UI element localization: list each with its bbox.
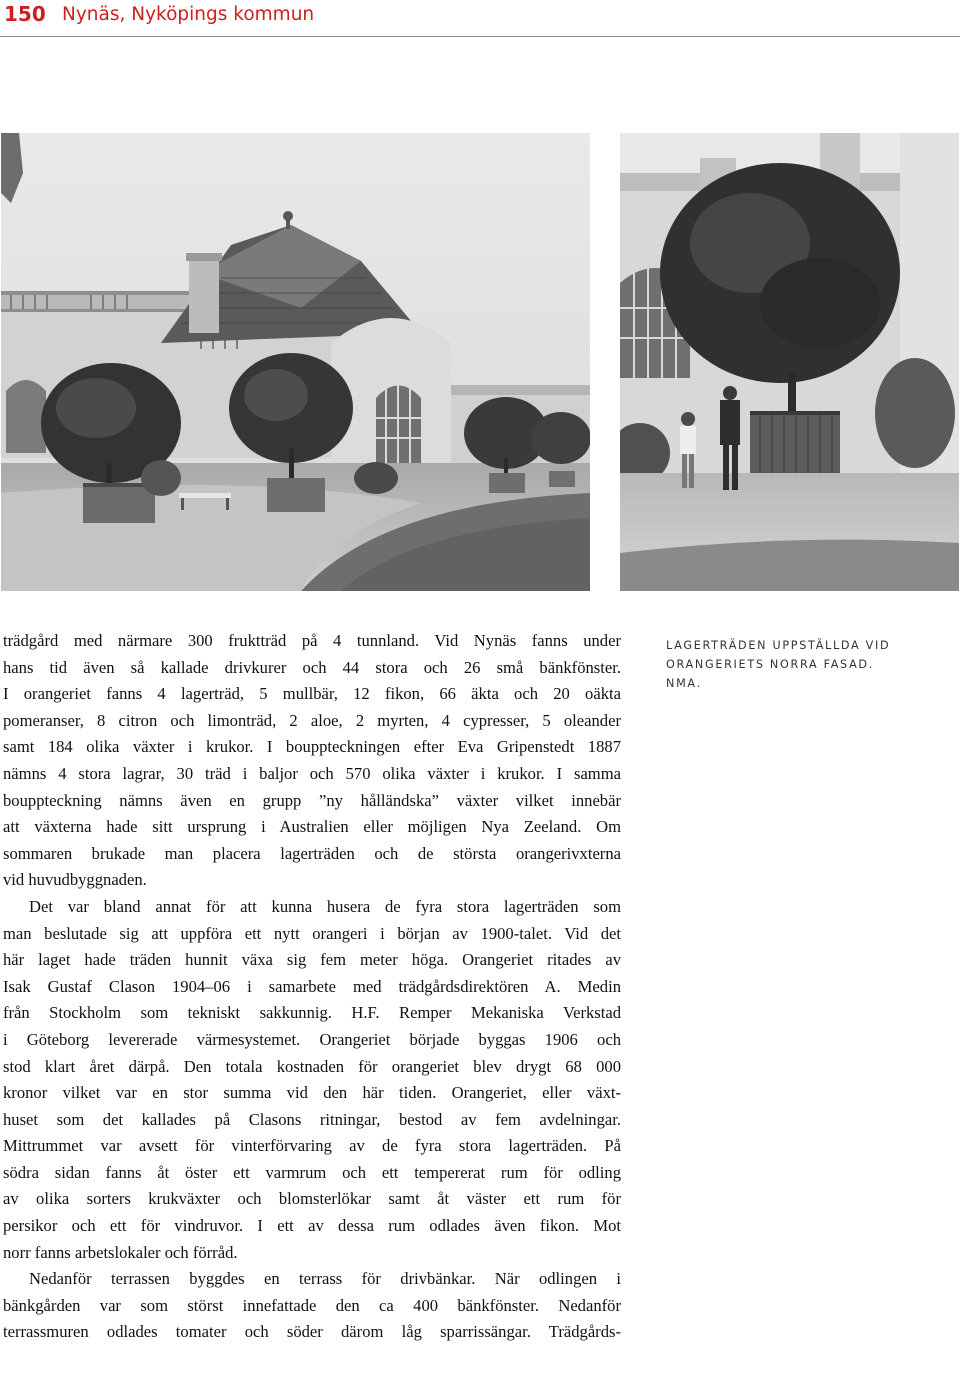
text-line: persikor och ett för vindruvor. I ett av dessa rum odlades även fikon. Mot <box>3 1216 621 1236</box>
text-line: I orangeriet fanns 4 lagerträd, 5 mullbär, 12 fikon, 66 äkta och 20 oäkta <box>3 684 621 704</box>
text-line: terrassmuren odlades tomater och söder därom låg sparrissängar. Trädgårds- <box>3 1322 621 1342</box>
text-line: Isak Gustaf Clason 1904–06 i samarbete med trädgårdsdirektören A. Medin <box>3 976 621 996</box>
text-line: av olika sorters krukväxter och blomsterlökar samt åt väster ett rum för <box>3 1189 621 1209</box>
text-line: pomeranser, 8 citron och limonträd, 2 aloe, 2 myrten, 4 cypresser, 5 oleander <box>3 710 621 730</box>
text-line: i Göteborg levererade värmesystemet. Orangeriet började byggas 1906 och <box>3 1029 621 1049</box>
orangery-photo <box>1 133 590 591</box>
page-header <box>0 0 960 34</box>
text-line: från Stockholm som tekniskt sakkunnig. H.F. Remper Mekaniska Verkstad <box>3 1003 621 1023</box>
orangery-photo-illustration <box>1 133 590 591</box>
page-number: 150 <box>4 2 46 26</box>
text-line: Mittrummet var avsett för vinterförvaring av de fyra stora lagerträden. På <box>3 1136 621 1156</box>
text-line: bouppteckning nämns även en grupp ”ny hålländska” växter vilket innebär <box>3 790 621 810</box>
caption-line: ORANGERIETS NORRA FASAD. <box>666 658 874 671</box>
text-line: hans tid även så kallade drivkurer och 44 stora och 26 små bänkfönster. <box>3 657 621 677</box>
text-line: huset som det kallades på Clasons ritningar, bestod av fem avdelningar. <box>3 1109 621 1129</box>
text-line: trädgård med närmare 300 fruktträd på 4 tunnland. Vid Nynäs fanns under <box>3 631 621 650</box>
text-line: man beslutade sig att uppföra ett nytt orangeri i början av 1900-talet. Vid det <box>3 923 621 943</box>
text-line: sommaren brukade man placera lagerträden och de största orangerivxterna <box>3 843 621 863</box>
running-title: Nynäs, Nyköpings kommun <box>62 4 315 25</box>
photo-caption <box>666 636 956 693</box>
text-line: stod klart året därpå. Den totala kostnaden för orangeriet blev drygt 68 000 <box>3 1056 621 1076</box>
text-line: nämns 4 stora lagrar, 30 träd i baljor och 570 olika växter i krukor. I samma <box>3 763 621 783</box>
text-line: samt 184 olika växter i krukor. I bouppteckningen efter Eva Gripenstedt 1887 <box>3 737 621 757</box>
text-line: södra sidan fanns åt öster ett varmrum och ett tempererat rum för odling <box>3 1162 621 1182</box>
body-text <box>3 628 621 1346</box>
text-line: att växterna hade sitt ursprung i Australien eller möjligen Nya Zeeland. Om <box>3 817 621 837</box>
text-line: bänkgården var som störst innefattade den ca 400 bänkfönster. Nedanför <box>3 1295 621 1315</box>
text-line: kronor vilket var en stor summa vid den här tiden. Orangeriet, eller växt- <box>3 1083 621 1103</box>
caption-line: LAGERTRÄDEN UPPSTÄLLDA VID <box>666 639 891 652</box>
laurel-tree-photo <box>620 133 959 591</box>
text-line: här laget hade träden hunnit växa sig fem meter höga. Orangeriet ritades av <box>3 950 621 970</box>
laurel-tree-photo-illustration <box>620 133 959 591</box>
caption-line: NMA. <box>666 677 702 690</box>
text-line: Det var bland annat för att kunna husera de fyra stora lagerträden som <box>29 896 621 916</box>
text-line: vid huvudbyggnaden. <box>3 870 147 890</box>
header-rule <box>0 36 960 37</box>
text-line: Nedanför terrassen byggdes en terrass för drivbänkar. När odlingen i <box>29 1269 621 1289</box>
text-line: norr fanns arbetslokaler och förråd. <box>3 1242 238 1262</box>
